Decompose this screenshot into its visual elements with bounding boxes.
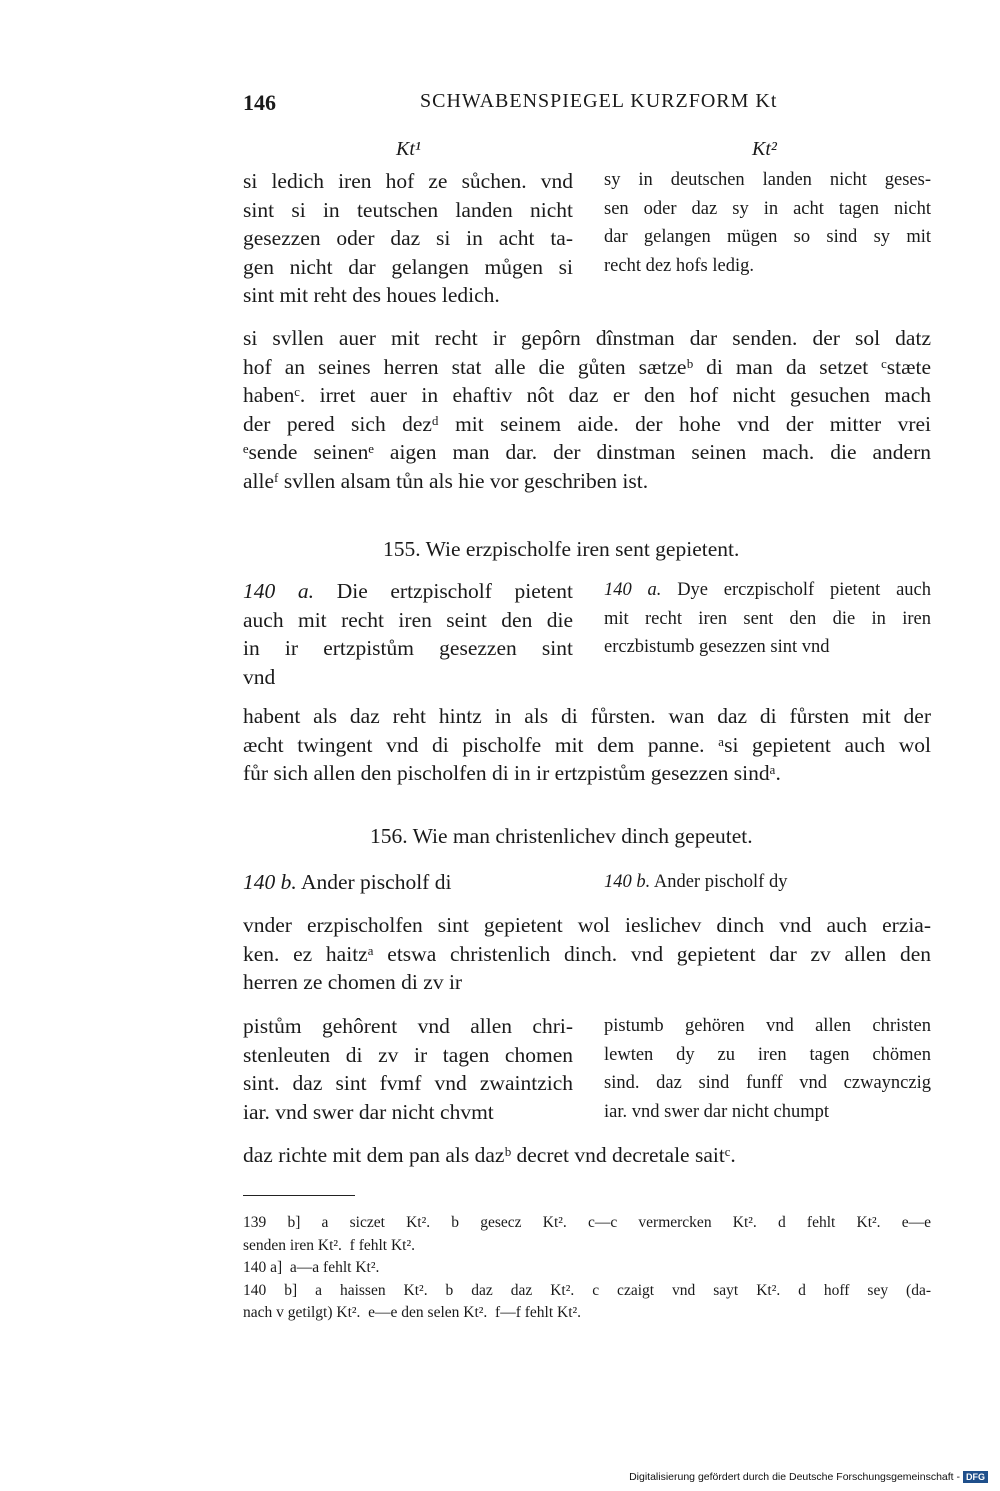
text-line bbox=[243, 577, 573, 606]
section-ref: 140 a. bbox=[604, 580, 662, 600]
paragraph-2 bbox=[243, 702, 931, 788]
text-line: fůr sich allen den pischolfen di in ir ertzpistům gesezzen sindᵃ. bbox=[243, 761, 781, 786]
text-line: æcht twingent vnd di pischolfe mit dem panne. ᵃsi gepietent auch wol bbox=[243, 732, 931, 757]
footnote-rule bbox=[243, 1195, 355, 1196]
footnote-line: 139 b] a siczet Kt². b gesecz Kt². c—c vermercken Kt². d fehlt Kt². e—e bbox=[243, 1214, 931, 1231]
page-number: 146 bbox=[243, 90, 276, 115]
section-ref: 140 a. bbox=[243, 579, 315, 603]
text-line: si svllen auer mit recht ir gepôrn dînstman dar senden. der sol datz bbox=[243, 326, 931, 350]
dfg-logo: DFG bbox=[963, 1471, 988, 1483]
text-line: mit recht iren sent den die in iren bbox=[604, 608, 931, 629]
section-ref: 140 b. bbox=[243, 870, 297, 894]
digitization-footer bbox=[629, 1471, 988, 1483]
text-line: pistumb gehören vnd allen christen bbox=[604, 1016, 931, 1036]
text-line: habent als daz reht hintz in als di fůrsten. wan daz di fůrsten mit der bbox=[243, 704, 931, 728]
footer-text: Digitalisierung gefördert durch die Deutsche Forschungsgemeinschaft - bbox=[629, 1471, 960, 1483]
text-line: sint si in teutschen landen nicht bbox=[243, 197, 573, 222]
section-title-156: 156. Wie man christenlichev dinch gepeutet. bbox=[370, 824, 753, 848]
text-line: lewten dy zu iren tagen chömen bbox=[604, 1044, 931, 1065]
text-line: hof an seines herren stat alle die gůten sætzeᵇ di man da setzet ᶜstæte bbox=[243, 354, 931, 379]
text-line: gen nicht dar gelangen můgen si bbox=[243, 254, 573, 279]
text-line: pistům gehôrent vnd allen chri- bbox=[243, 1014, 573, 1038]
text-line: sind. daz sind funff vnd czwaynczig bbox=[604, 1073, 931, 1094]
text-line: iar. vnd swer dar nicht chvmt bbox=[243, 1099, 494, 1124]
text-line: sen oder daz sy in acht tagen nicht bbox=[604, 198, 931, 219]
text-line: iar. vnd swer dar nicht chumpt bbox=[604, 1101, 830, 1122]
footnote-line: senden iren Kt². f fehlt Kt². bbox=[243, 1236, 415, 1254]
text-line: daz richte mit dem pan als dazᵇ decret vnd decretale saitᶜ. bbox=[243, 1143, 736, 1167]
text-line: alleᶠ svllen alsam tůn als hie vor geschriben ist. bbox=[243, 468, 649, 493]
block3-right bbox=[604, 868, 787, 897]
footnote-line: 140 a] a—a fehlt Kt². bbox=[243, 1259, 380, 1276]
text-line: herren ze chomen di zv ir bbox=[243, 970, 463, 995]
text-line: sy in deutschen landen nicht geses- bbox=[604, 170, 931, 190]
block3-left bbox=[243, 868, 451, 897]
text-line bbox=[243, 868, 451, 897]
text-line: in ir ertzpistům gesezzen sint bbox=[243, 636, 573, 661]
block1-right bbox=[604, 166, 931, 280]
block1-left bbox=[243, 167, 573, 310]
text-span: Dye erczpischolf pietent auch bbox=[677, 580, 932, 600]
text-line: gesezzen oder daz si in acht ta- bbox=[243, 226, 573, 251]
paragraph-1 bbox=[243, 324, 931, 496]
text-line: auch mit recht iren seint den die bbox=[243, 607, 573, 632]
section-ref: 140 b. bbox=[604, 872, 651, 892]
text-line: der pered sich dezᵈ mit seinem aide. der hohe vnd der mitter vrei bbox=[243, 411, 931, 436]
text-line: erczbistumb gesezzen sint vnd bbox=[604, 637, 830, 658]
block2-left bbox=[243, 577, 573, 691]
text-line: si ledich iren hof ze sůchen. vnd bbox=[243, 169, 573, 193]
block4-left bbox=[243, 1012, 573, 1126]
text-line: stenleuten di zv ir tagen chomen bbox=[243, 1042, 573, 1067]
text-line: habenᶜ. irret auer in ehaftiv nôt daz er den hof nicht gesuchen mach bbox=[243, 383, 931, 408]
running-head: SCHWABENSPIEGEL KURZFORM Kt bbox=[420, 90, 778, 112]
footnotes bbox=[243, 1212, 931, 1325]
text-line: recht dez hofs ledig. bbox=[604, 255, 754, 276]
text-line: sint mit reht des houes ledich. bbox=[243, 283, 500, 308]
paragraph-4 bbox=[243, 1141, 736, 1170]
footnote-line: nach v getilgt) Kt². e—e den selen Kt². f—f fehlt Kt². bbox=[243, 1304, 582, 1321]
text-span: Ander pischolf dy bbox=[653, 872, 788, 892]
text-line: vnder erzpischolfen sint gepietent wol ieslichev dinch vnd auch erzia- bbox=[243, 913, 931, 937]
footnote-line: 140 b] a haissen Kt². b daz daz Kt². c czaigt vnd sayt Kt². d hoff sey (da- bbox=[243, 1281, 931, 1299]
text-line: ᵉsende seinenᵉ aigen man dar. der dinstman seinen mach. die andern bbox=[243, 440, 931, 465]
text-line bbox=[604, 576, 931, 605]
col2-head: Kt² bbox=[752, 138, 777, 160]
col1-head: Kt¹ bbox=[396, 138, 421, 160]
text-line: ken. ez haitzᵃ etswa christenlich dinch. vnd gepietent dar zv allen den bbox=[243, 941, 931, 966]
text-line: vnd bbox=[243, 664, 276, 689]
block2-right bbox=[604, 576, 931, 662]
text-span: Die ertzpischolf pietent bbox=[336, 579, 574, 603]
block4-right bbox=[604, 1012, 931, 1126]
section-title-155: 155. Wie erzpischolfe iren sent gepietent. bbox=[383, 537, 740, 561]
paragraph-3 bbox=[243, 911, 931, 997]
text-line bbox=[604, 868, 787, 897]
text-line: dar gelangen mügen so sind sy mit bbox=[604, 227, 931, 248]
text-span: Ander pischolf di bbox=[300, 870, 452, 894]
text-line: sint. daz sint fvmf vnd zwaintzich bbox=[243, 1071, 573, 1096]
